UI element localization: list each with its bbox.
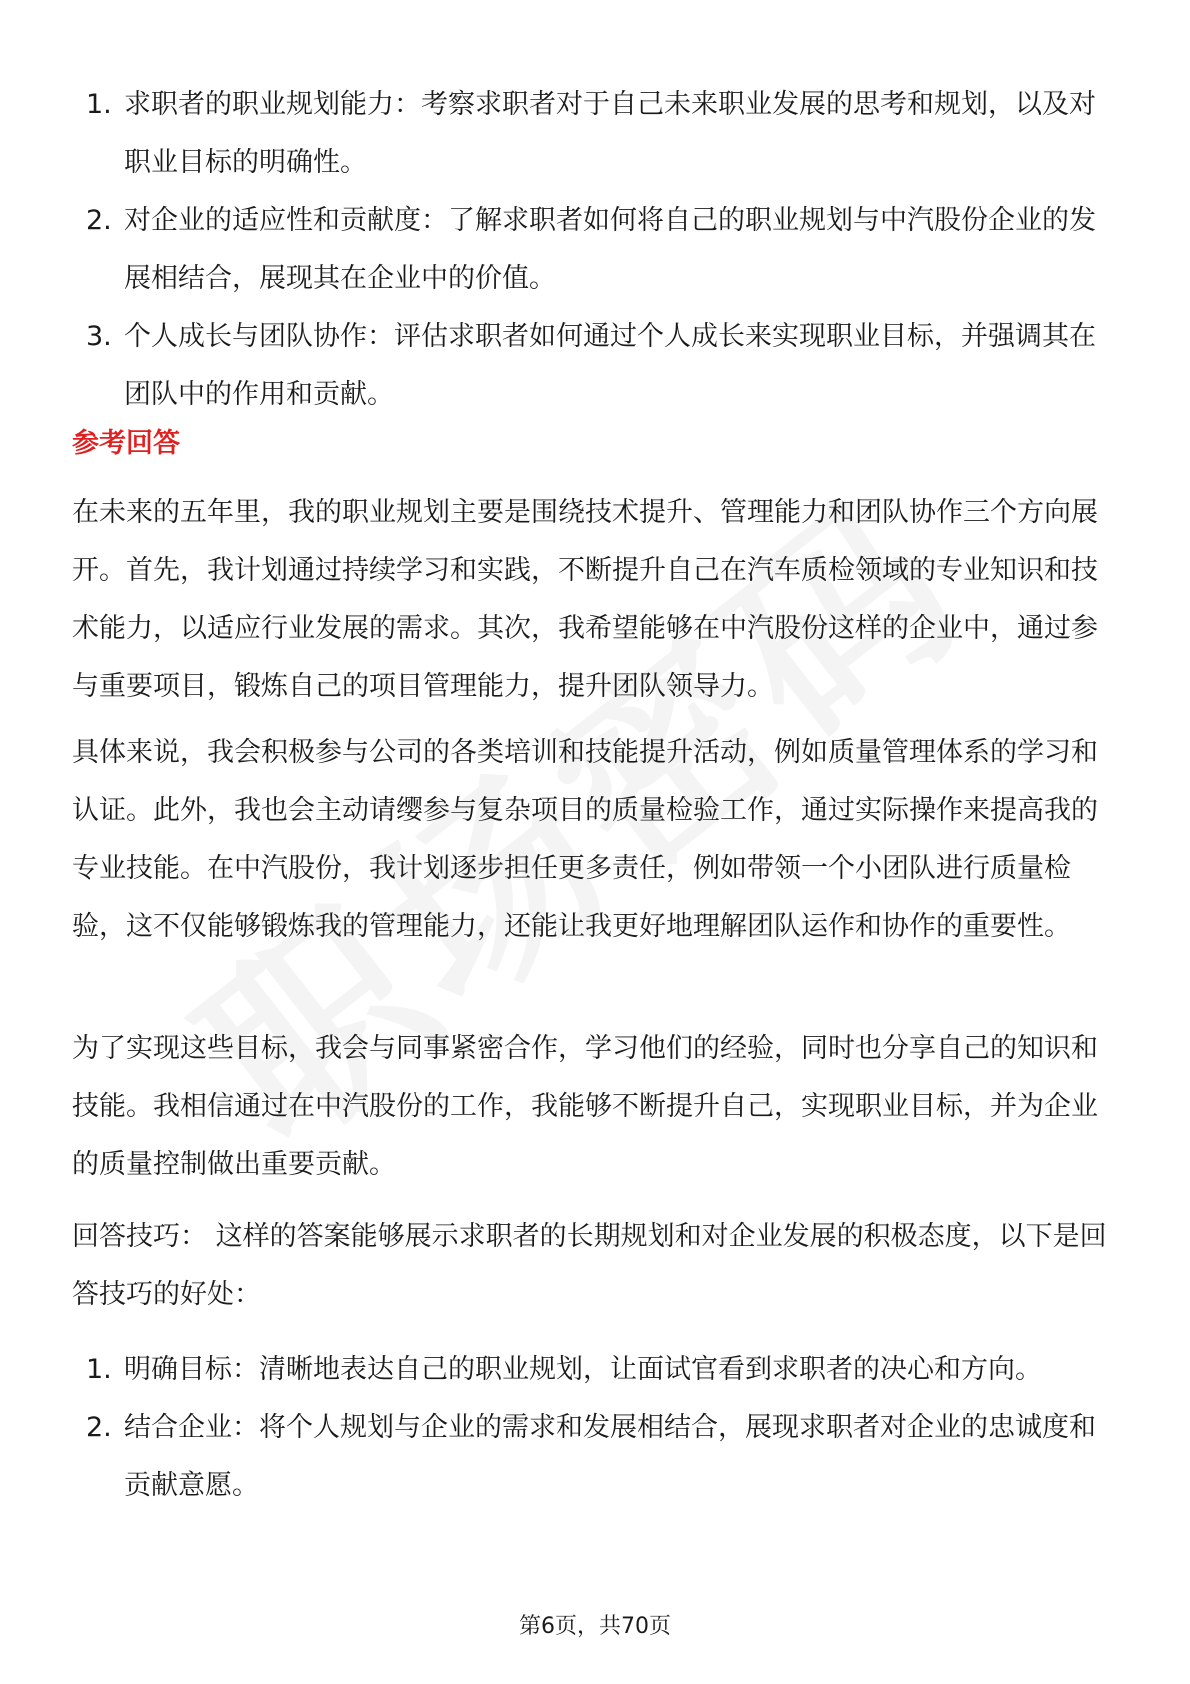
list-item — [72, 76, 1118, 192]
list-number: 1. — [86, 1354, 112, 1385]
list-item — [72, 308, 1118, 424]
section-heading: 参考回答 — [72, 428, 180, 459]
list-text: 对企业的适应性和贡献度：了解求职者如何将自己的职业规划与中汽股份企业的发展相结合，展现其在企业中的价值。 — [124, 205, 1096, 294]
page-footer: 第6页，共70页 — [519, 1614, 671, 1639]
list-text: 求职者的职业规划能力：考察求职者对于自己未来职业发展的思考和规划，以及对职业目标的明确性。 — [124, 89, 1096, 178]
answer-paragraph: 在未来的五年里，我的职业规划主要是围绕技术提升、管理能力和团队协作三个方向展开。首先，我计划通过持续学习和实践，不断提升自己在汽车质检领域的专业知识和技术能力，以适应行业发展的需求。其次，我希望能够在中汽股份这样的企业中，通过参与重要项目，锻炼自己的项目管理能力，提升团队领导力。 — [72, 497, 1098, 702]
list-number: 3. — [86, 321, 112, 352]
tips-paragraph: 回答技巧： 这样的答案能够展示求职者的长期规划和对企业发展的积极态度，以下是回答技巧的好处： — [72, 1221, 1107, 1310]
list-text: 明确目标：清晰地表达自己的职业规划，让面试官看到求职者的决心和方向。 — [124, 1354, 1042, 1385]
list-number: 2. — [86, 1412, 112, 1443]
criteria-list — [72, 76, 1118, 424]
tips-list — [72, 1341, 1118, 1515]
list-item — [72, 1341, 1118, 1399]
list-text: 个人成长与团队协作：评估求职者如何通过个人成长来实现职业目标，并强调其在团队中的作用和贡献。 — [124, 321, 1096, 410]
answer-paragraph: 具体来说，我会积极参与公司的各类培训和技能提升活动，例如质量管理体系的学习和认证。此外，我也会主动请缨参与复杂项目的质量检验工作，通过实际操作来提高我的专业技能。在中汽股份，我计划逐步担任更多责任，例如带领一个小团队进行质量检验，这不仅能够锻炼我的管理能力，还能让我更好地理解团队运作和协作的重要性。 — [72, 737, 1098, 942]
list-text: 结合企业：将个人规划与企业的需求和发展相结合，展现求职者对企业的忠诚度和贡献意愿。 — [124, 1412, 1096, 1501]
list-number: 2. — [86, 205, 112, 236]
list-item — [72, 192, 1118, 308]
answer-paragraph: 为了实现这些目标，我会与同事紧密合作，学习他们的经验，同时也分享自己的知识和技能。我相信通过在中汽股份的工作，我能够不断提升自己，实现职业目标，并为企业的质量控制做出重要贡献。 — [72, 1033, 1098, 1180]
list-item — [72, 1399, 1118, 1515]
list-number: 1. — [86, 89, 112, 120]
